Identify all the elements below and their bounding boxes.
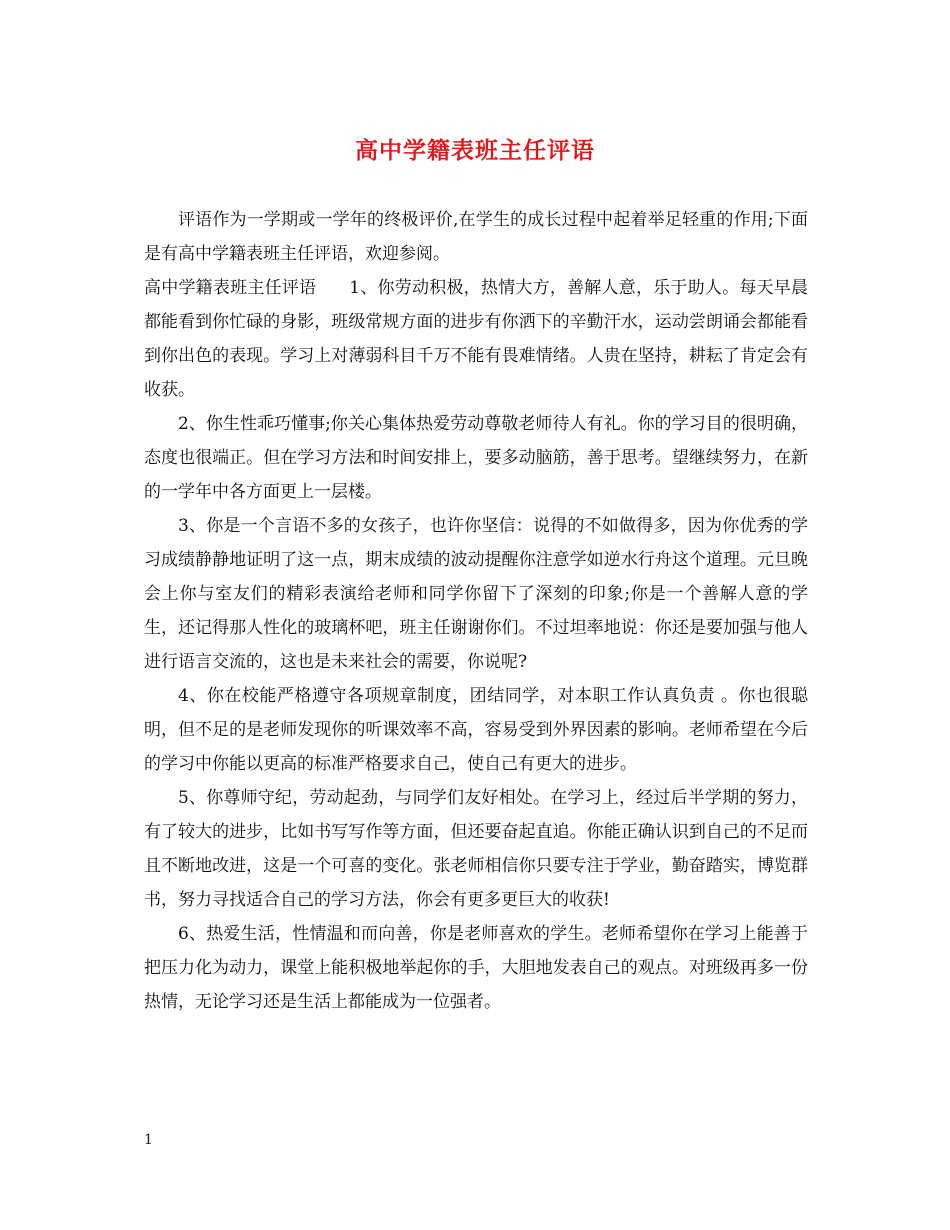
comment-paragraph-1	[144, 271, 808, 407]
comment-paragraph-6: 6、热爱生活，性情温和而向善，你是老师喜欢的学生。老师希望你在学习上能善于把压力化为动力，课堂上能积极地举起你的手，大胆地发表自己的观点。对班级再多一份热情，无论学习还是生活上都能成为一位强者。	[144, 924, 808, 1012]
document-body	[144, 203, 808, 1019]
comment-paragraph-3: 3、你是一个言语不多的女孩子，也许你坚信：说得的不如做得多，因为你优秀的学习成绩静静地证明了这一点，期末成绩的波动提醒你注意学如逆水行舟这个道理。元旦晚会上你与室友们的精彩表演给老师和同学你留下了深刻的印象;你是一个善解人意的学生，还记得那人性化的玻璃杯吧，班主任谢谢你们。不过坦率地说：你还是要加强与他人进行语言交流的，这也是未来社会的需要，你说呢?	[144, 516, 808, 672]
comment-paragraph-4: 4、你在校能严格遵守各项规章制度，团结同学，对本职工作认真负责 。你也很聪明，但不足的是老师发现你的听课效率不高，容易受到外界因素的影响。老师希望在今后的学习中你能以更高的标准严格要求自己，使自己有更大的进步。	[144, 686, 808, 774]
comment-paragraph-2: 2、你生性乖巧懂事;你关心集体热爱劳动尊敬老师待人有礼。你的学习目的很明确，态度也很端正。但在学习方法和时间安排上，要多动脑筋，善于思考。望继续努力，在新的一学年中各方面更上一层楼。	[144, 414, 808, 502]
comment-text-1: 1、你劳动积极，热情大方，善解人意，乐于助人。每天早晨都能看到你忙碌的身影，班级常规方面的进步有你洒下的辛勤汗水，运动尝朗诵会都能看到你出色的表现。学习上对薄弱科目千万不能有畏难情绪。人贵在坚持，耕耘了肯定会有收获。	[144, 278, 808, 400]
section-label: 高中学籍表班主任评语	[144, 278, 317, 298]
page-number: 1	[144, 1132, 153, 1148]
comment-paragraph-5: 5、你尊师守纪，劳动起劲，与同学们友好相处。在学习上，经过后半学期的努力，有了较大的进步，比如书写写作等方面，但还要奋起直追。你能正确认识到自己的不足而且不断地改进，这是一个可喜的变化。张老师相信你只要专注于学业，勤奋踏实，博览群书，努力寻找适合自己的学习方法，你会有更多更巨大的收获!	[144, 788, 808, 910]
document-title: 高中学籍表班主任评语	[355, 137, 595, 164]
intro-paragraph: 评语作为一学期或一学年的终极评价,在学生的成长过程中起着举足轻重的作用;下面是有高中学籍表班主任评语，欢迎参阅。	[144, 210, 808, 264]
